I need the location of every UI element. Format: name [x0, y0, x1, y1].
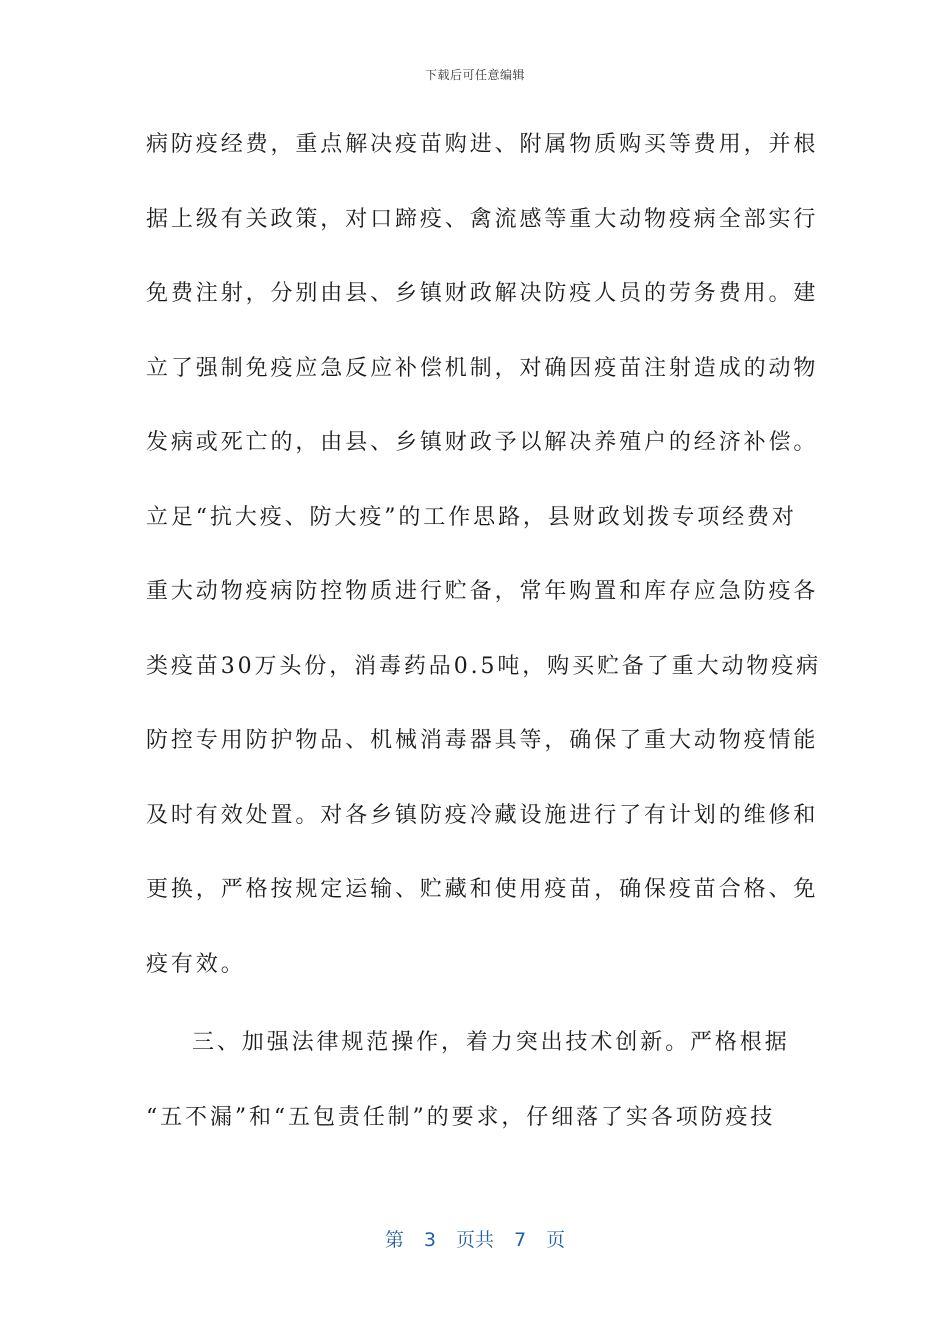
text-line: 类疫苗30万头份，消毒药品0.5吨，购买贮备了重大动物疫病	[146, 653, 822, 679]
paragraph-2	[146, 1020, 806, 1169]
text-line: 三、加强法律规范操作，着力突出技术创新。严格根据	[192, 1030, 790, 1055]
page-header: 下载后可任意编辑	[424, 68, 525, 82]
text-line: 病防疫经费，重点解决疫苗购进、附属物质购买等费用，并根	[146, 132, 819, 157]
document-body	[146, 122, 822, 1169]
paragraph-1	[146, 122, 822, 1016]
text-line: 据上级有关政策，对口蹄疫、禽流感等重大动物疫病全部实行	[146, 206, 819, 232]
text-line: 立了强制免疫应急反应补偿机制，对确因疫苗注射造成的动物	[146, 355, 819, 381]
page-label-suffix: 页	[546, 1229, 566, 1251]
total-pages-number: 7	[514, 1229, 527, 1251]
page-footer	[0, 1225, 950, 1252]
text-line: “五不漏”和“五包责任制”的要求，仔细落了实各项防疫技	[146, 1104, 776, 1130]
text-line: 重大动物疫病防控物质进行贮备，常年购置和库存应急防疫各	[146, 579, 819, 604]
text-line: 立足“抗大疫、防大疫”的工作思路，县财政划拨专项经费对	[146, 504, 797, 530]
text-line: 及时有效处置。对各乡镇防疫冷藏设施进行了有计划的维修和	[146, 802, 819, 828]
text-line: 防控专用防护物品、机械消毒器具等，确保了重大动物疫情能	[146, 728, 819, 753]
page-label-mid: 页共	[455, 1229, 494, 1251]
text-line: 更换，严格按规定运输、贮藏和使用疫苗，确保疫苗合格、免	[146, 877, 819, 902]
current-page-number: 3	[423, 1229, 436, 1251]
text-line: 发病或死亡的，由县、乡镇财政予以解决养殖户的经济补偿。	[146, 430, 819, 455]
page-label-prefix: 第	[384, 1229, 404, 1251]
text-line: 免费注射，分别由县、乡镇财政解决防疫人员的劳务费用。建	[146, 281, 819, 306]
text-line: 疫有效。	[146, 951, 246, 977]
